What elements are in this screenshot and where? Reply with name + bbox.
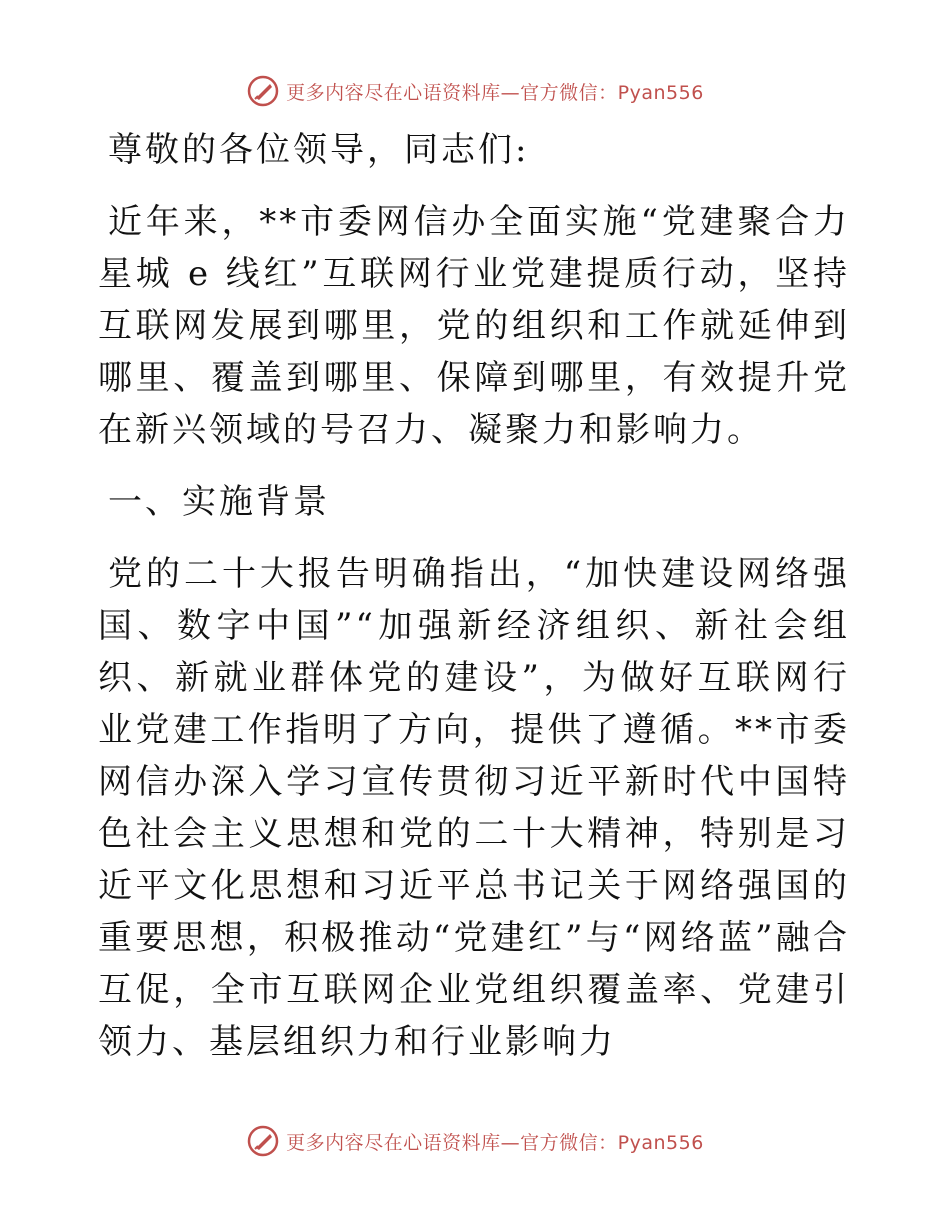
watermark-text: 更多内容尽在心语资料库—官方微信：Pyan556 (286, 81, 704, 104)
watermark-text: 更多内容尽在心语资料库—官方微信：Pyan556 (286, 1131, 704, 1154)
quill-pen-logo-icon (246, 1124, 280, 1158)
section-heading-1: 一、实施背景 (108, 482, 330, 522)
paragraph-2: 党的二十大报告明确指出，“加快建设网络强国、数字中国”“加强新经济组织、新社会组织、新就业群体党的建设”，为做好互联网行业党建工作指明了方向，提供了遵循。**市委网信办深入学习宣传贯彻习近平新时代中国特色社会主义思想和党的二十大精神，特别是习近平文化思想和习近平总书记关于网络强国的重要思想，积极推动“党建红”与“网络蓝”融合互促，全市互联网企业党组织覆盖率、党建引领力、基层组织力和行业影响力 (98, 554, 850, 1062)
footer-watermark (0, 1124, 950, 1158)
paragraph-1: 近年来，**市委网信办全面实施“党建聚合力 星城 e 线红”互联网行业党建提质行动，坚持互联网发展到哪里，党的组织和工作就延伸到哪里、覆盖到哪里、保障到哪里，有效提升党在新兴领域的号召力、凝聚力和影响力。 (98, 202, 850, 450)
quill-pen-logo-icon (246, 74, 280, 108)
greeting: 尊敬的各位领导，同志们: (108, 130, 530, 170)
document-body (98, 124, 850, 1068)
header-watermark (0, 74, 950, 108)
